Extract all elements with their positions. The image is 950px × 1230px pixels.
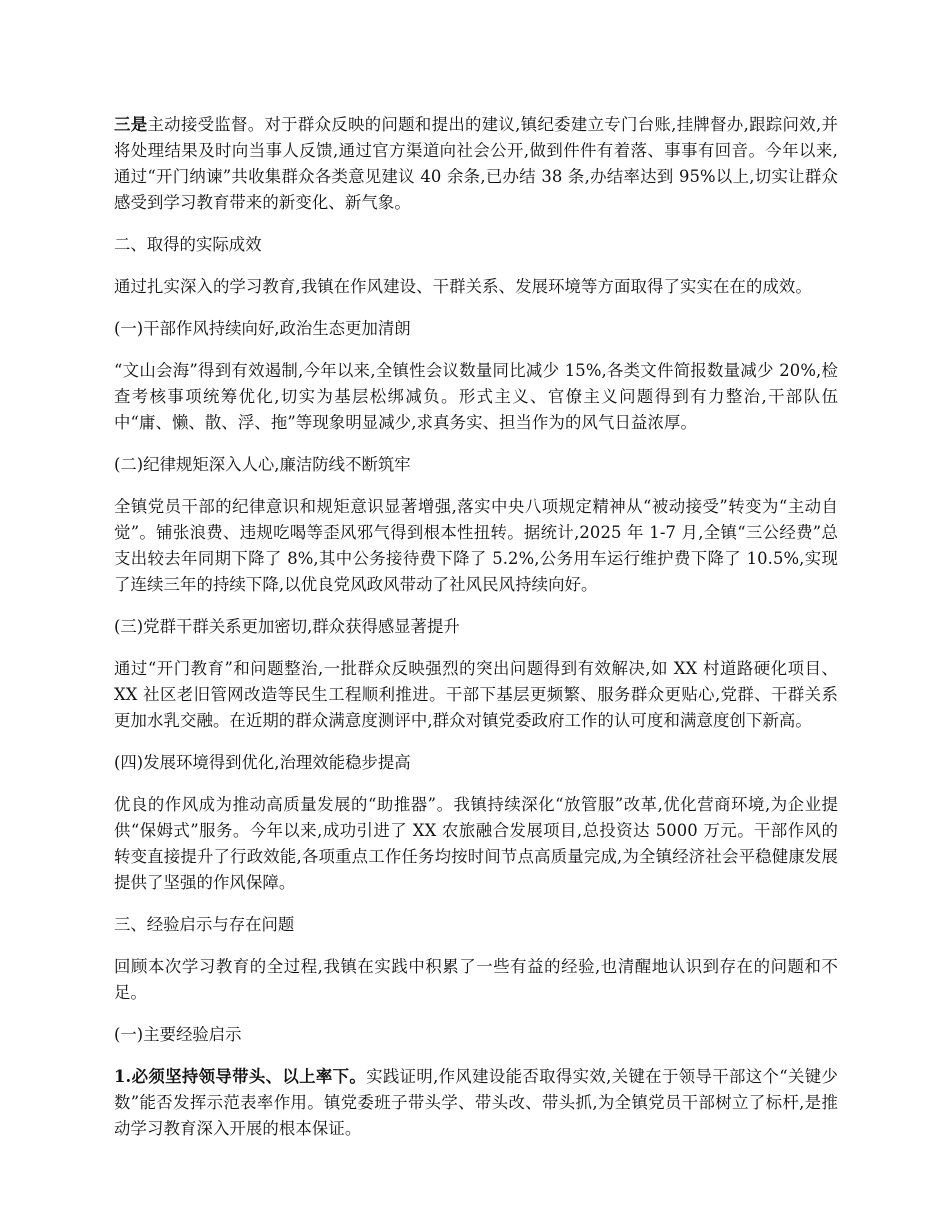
paragraph-party-masses: 通过“开门教育”和问题整治,一批群众反映强烈的突出问题得到有效解决,如 XX 村道路硬化项目、XX 社区老旧管网改造等民生工程顺利推进。干部下基层更频繁、服务群众更贴心,党群、干群关系更加水乳交融。在近期的群众满意度测评中,群众对镇党委政府工作的认可度和满意度创下新高。 (114, 659, 838, 730)
paragraph-lead: 1.必须坚持领导带头、以上率下。 (114, 1067, 367, 1086)
paragraph-experience-intro: 回顾本次学习教育的全过程,我镇在实践中积累了一些有益的经验,也清醒地认识到存在的问题和不足。 (114, 957, 838, 1002)
subheading-main-experience: (一)主要经验启示 (114, 1025, 242, 1044)
paragraph-cadre-style: “文山会海”得到有效遏制,今年以来,全镇性会议数量同比减少 15%,各类文件简报数量减少 20%,检查考核事项统筹优化,切实为基层松绑减负。形式主义、官僚主义问题得到有力整治,干部队伍中“庸、懒、散、浮、拖”等现象明显减少,求真务实、担当作为的风气日益浓厚。 (114, 361, 838, 432)
subheading-cadre-style: (一)干部作风持续向好,政治生态更加清朗 (114, 319, 411, 338)
section-heading-experience: 三、经验启示与存在问题 (114, 915, 295, 934)
paragraph-discipline: 全镇党员干部的纪律意识和规矩意识显著增强,落实中央八项规定精神从“被动接受”转变为“主动自觉”。铺张浪费、违规吃喝等歪风邪气得到根本性扭转。据统计,2025 年 1-7 月,全镇“三公经费”总支出较去年同期下降了 8%,其中公务接待费下降了 5.2%,公务用车运行维护费下降了 10.5%,实现了连续三年的持续下降,以优良党风政风带动了社风民风持续向好。 (114, 497, 838, 594)
document-page (114, 112, 838, 1158)
section-heading-results: 二、取得的实际成效 (114, 235, 262, 254)
subheading-development: (四)发展环境得到优化,治理效能稳步提高 (114, 753, 411, 772)
paragraph-lead: 三是 (114, 115, 148, 134)
subheading-party-masses: (三)党群干群关系更加密切,群众获得感显著提升 (114, 617, 460, 636)
paragraph-text: 实践证明,作风建设能否取得实效,关键在于领导干部这个“关键少数”能否发挥示范表率作用。镇党委班子带头学、带头改、带头抓,为全镇党员干部树立了标杆,是推动学习教育深入开展的根本保证。 (114, 1067, 838, 1138)
paragraph-supervision (114, 112, 838, 216)
paragraph-results-intro: 通过扎实深入的学习教育,我镇在作风建设、干群关系、发展环境等方面取得了实实在在的成效。 (114, 277, 812, 296)
paragraph-leadership (114, 1064, 838, 1142)
subheading-discipline: (二)纪律规矩深入人心,廉洁防线不断筑牢 (114, 455, 411, 474)
paragraph-development: 优良的作风成为推动高质量发展的“助推器”。我镇持续深化“放管服”改革,优化营商环境,为企业提供“保姆式”服务。今年以来,成功引进了 XX 农旅融合发展项目,总投资达 5000 万元。干部作风的转变直接提升了行政效能,各项重点工作任务均按时间节点高质量完成,为全镇经济社会平稳健康发展提供了坚强的作风保障。 (114, 795, 838, 892)
paragraph-text: 主动接受监督。对于群众反映的问题和提出的建议,镇纪委建立专门台账,挂牌督办,跟踪问效,并将处理结果及时向当事人反馈,通过官方渠道向社会公开,做到件件有着落、事事有回音。今年以来,通过“开门纳谏”共收集群众各类意见建议 40 余条,已办结 38 条,办结率达到 95%以上,切实让群众感受到学习教育带来的新变化、新气象。 (114, 115, 838, 212)
